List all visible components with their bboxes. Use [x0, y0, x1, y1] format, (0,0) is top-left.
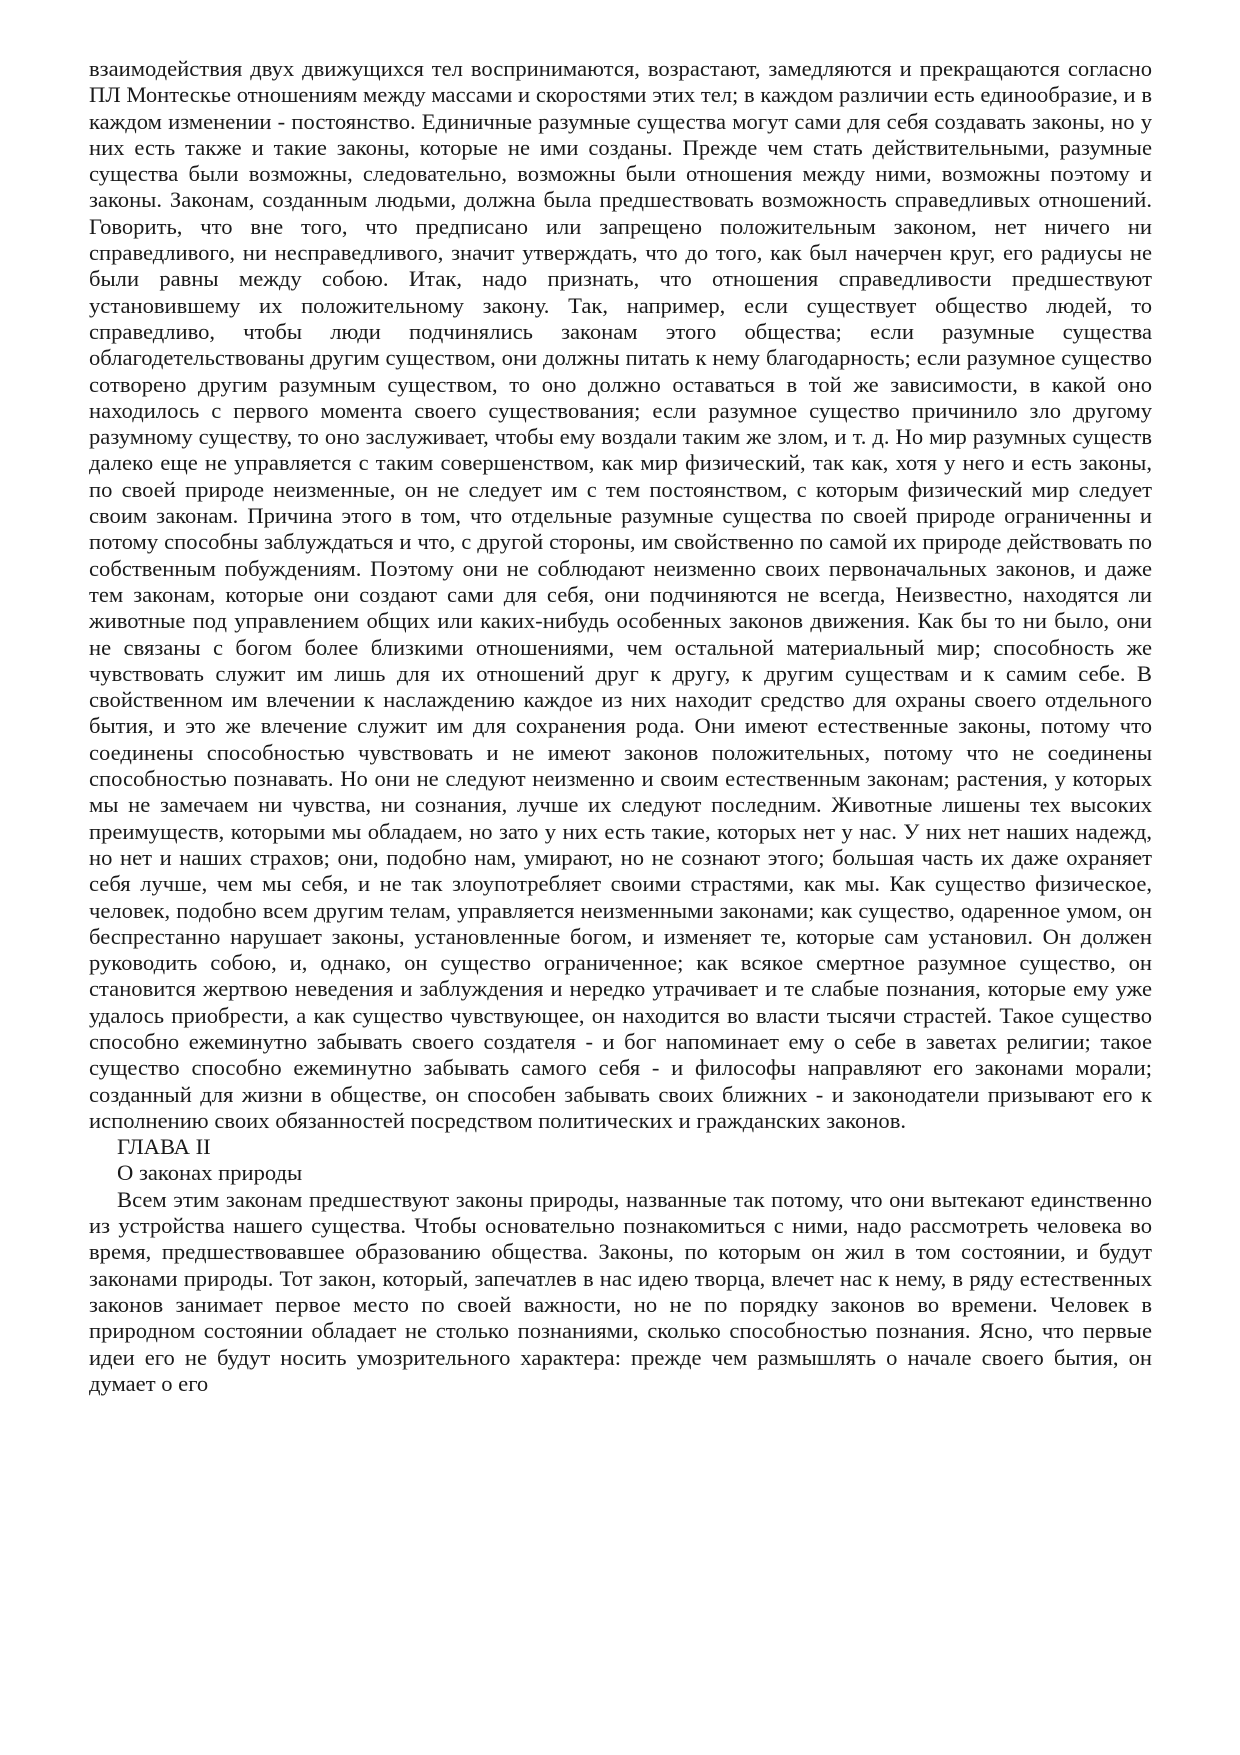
chapter-title: О законах природы — [117, 1160, 303, 1186]
document-page — [89, 56, 1152, 1397]
chapter-paragraph: Всем этим законам предшествуют законы природы, названные так потому, что они вытекают единственно из устройства нашего существа. Чтобы основательно познакомиться с ними, надо рассмотреть человека во время, предшествовавшее образованию общества. Законы, по которым он жил в том состоянии, и будут законами природы. Тот закон, который, запечатлев в нас идею творца, влечет нас к нему, в ряду естественных законов занимает первое место по своей важности, но не по порядку законов во времени. Человек в природном состоянии обладает не столько познаниями, сколько способностью познания. Ясно, что первые идеи его не будут носить умозрительного характера: прежде чем размышлять о начале своего бытия, он думает о его — [89, 1186, 1152, 1396]
chapter-label: ГЛАВА II — [117, 1134, 211, 1160]
continuation-paragraph: взаимодействия двух движущихся тел воспринимаются, возрастают, замедляются и прекращаются согласно ПЛ Монтескье отношениям между массами и скоростями этих тел; в каждом различии есть единообразие, и в каждом изменении - постоянство. Единичные разумные существа могут сами для себя создавать законы, но у них есть также и такие законы, которые не ими созданы. Прежде чем стать действительными, разумные существа были возможны, следовательно, возможны были отношения между ними, возможны поэтому и законы. Законам, созданным людьми, должна была предшествовать возможность справедливых отношений. Говорить, что вне того, что предписано или запрещено положительным законом, нет ничего ни справедливого, ни несправедливого, значит утверждать, что до того, как был начерчен круг, его радиусы не были равны между собою. Итак, надо признать, что отношения справедливости предшествуют установившему их положительному закону. Так, например, если существует общество людей, то справедливо, чтобы люди подчинялись законам этого общества; если разумные существа облагодетельствованы другим существом, они должны питать к нему благодарность; если разумное существо сотворено другим разумным существом, то оно должно оставаться в той же зависимости, в какой оно находилось с первого момента своего существования; если разумное существо причинило зло другому разумному существу, то оно заслуживает, чтобы ему воздали таким же злом, и т. д. Но мир разумных существ далеко еще не управляется с таким совершенством, как мир физический, так как, хотя у него и есть законы, по своей природе неизменные, он не следует им с тем постоянством, с которым физический мир следует своим законам. Причина этого в том, что отдельные разумные существа по своей природе ограниченны и потому способны заблуждаться и что, с другой стороны, им свойственно по самой их природе действовать по собственным побуждениям. Поэтому они не соблюдают неизменно своих первоначальных законов, и даже тем законам, которые они создают сами для себя, они подчиняются не всегда, Неизвестно, находятся ли животные под управлением общих или каких-нибудь особенных законов движения. Как бы то ни было, они не связаны с богом более близкими отношениями, чем остальной материальный мир; способность же чувствовать служит им лишь для их отношений друг к другу, к другим существам и к самим себе. В свойственном им влечении к наслаждению каждое из них находит средство для охраны своего отдельного бытия, и это же влечение служит им для сохранения рода. Они имеют естественные законы, потому что соединены способностью чувствовать и не имеют законов положительных, потому что не соединены способностью познавать. Но они не следуют неизменно и своим естественным законам; растения, у которых мы не замечаем ни чувства, ни сознания, лучше их следуют последним. Животные лишены тех высоких преимуществ, которыми мы обладаем, но зато у них есть такие, которых нет у нас. У них нет наших надежд, но нет и наших страхов; они, подобно нам, умирают, но не сознают этого; большая часть их даже охраняет себя лучше, чем мы себя, и не так злоупотребляет своими страстями, как мы. Как существо физическое, человек, подобно всем другим телам, управляется неизменными законами; как существо, одаренное умом, он беспрестанно нарушает законы, установленные богом, и изменяет те, которые сам установил. Он должен руководить собою, и, однако, он существо ограниченное; как всякое смертное разумное существо, он становится жертвою неведения и заблуждения и нередко утрачивает и те слабые познания, которые ему уже удалось приобрести, а как существо чувствующее, он находится во власти тысячи страстей. Такое существо способно ежеминутно забывать своего создателя - и бог напоминает ему о себе в заветах религии; такое существо способно ежеминутно забывать самого себя - и философы направляют его законами морали; созданный для жизни в обществе, он способен забывать своих ближних - и законодатели призывают его к исполнению своих обязанностей посредством политических и гражданских законов. — [89, 56, 1152, 1133]
